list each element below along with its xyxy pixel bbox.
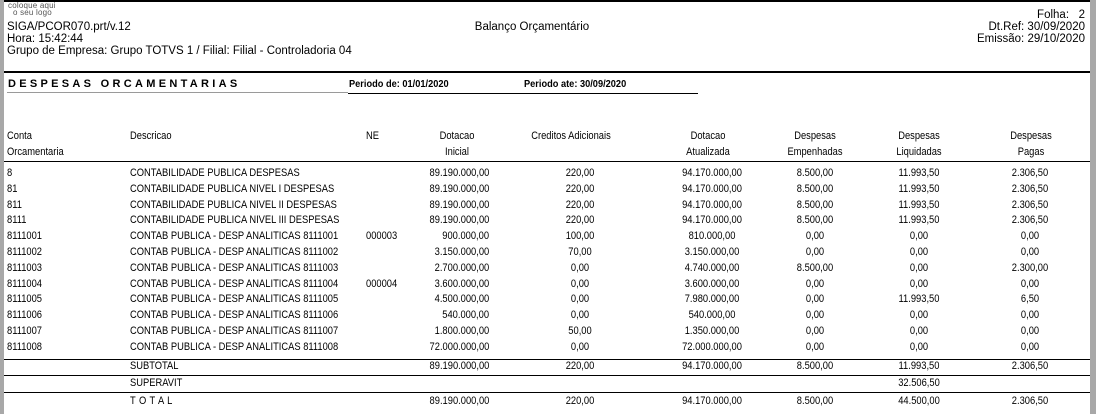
cell-dot-atualizada: 810.000,00 <box>688 230 736 243</box>
table-row <box>0 197 1090 213</box>
cell-liquidadas: 11.993,50 <box>898 198 940 211</box>
cell-liquidadas: 0,00 <box>909 309 929 322</box>
table-row <box>0 181 1090 197</box>
cell-dot-inicial: 2.700.000,00 <box>434 261 489 274</box>
cell-descricao: CONTABILIDADE PUBLICA DESPESAS <box>130 167 300 179</box>
cell-descricao: CONTAB PUBLICA - DESP ANALITICAS 8111003 <box>130 261 339 274</box>
cell-conta: 8111002 <box>7 246 43 258</box>
cell-dot-inicial: 89.190.000,00 <box>429 198 489 211</box>
cell-dot-inicial: 3.600.000,00 <box>434 277 489 290</box>
cell-descricao: CONTAB PUBLICA - DESP ANALITICAS 8111007 <box>130 325 339 337</box>
subtotal-label: SUBTOTAL <box>130 360 179 372</box>
cell-empenhadas: 0,00 <box>805 340 825 353</box>
cell-creditos: 70,00 <box>568 246 592 258</box>
cell-creditos: 0,00 <box>570 309 590 322</box>
col-dot-inicial-line1: Dotacao <box>439 130 475 142</box>
issue-date: Emissão: 29/10/2020 <box>976 33 1085 45</box>
cell-descricao: CONTABILIDADE PUBLICA NIVEL I DESPESAS <box>130 182 335 195</box>
col-descricao: Descricao <box>130 130 172 142</box>
col-ne: NE <box>366 130 379 142</box>
cell-dot-atualizada: 1.350.000,00 <box>684 325 740 337</box>
cell-empenhadas: 8.500,00 <box>796 198 834 211</box>
cell-conta: 8111001 <box>7 230 43 243</box>
cell-dot-inicial: 1.800.000,00 <box>434 325 489 337</box>
cell-conta: 8 <box>7 167 13 179</box>
top-rule <box>4 0 1090 2</box>
col-conta-line1: Conta <box>7 130 32 142</box>
period-to: Periodo ate: 30/09/2020 <box>524 78 627 90</box>
superavit-liquidadas: 32.506,50 <box>898 377 940 389</box>
cell-pagas: 2.306,50 <box>1011 182 1049 195</box>
total-dot-atualizada: 94.170.000,00 <box>682 395 742 407</box>
total-empenhadas: 8.500,00 <box>796 395 834 407</box>
cell-dot-atualizada: 94.170.000,00 <box>682 198 742 211</box>
cell-empenhadas: 0,00 <box>805 325 825 337</box>
cell-creditos: 220,00 <box>565 167 595 179</box>
cell-creditos: 0,00 <box>570 261 590 274</box>
cell-empenhadas: 0,00 <box>805 246 825 258</box>
cell-dot-atualizada: 94.170.000,00 <box>682 167 742 179</box>
col-dot-atualizada-line1: Dotacao <box>690 130 726 142</box>
cell-pagas: 0,00 <box>1020 230 1040 243</box>
superavit-row <box>0 375 1090 391</box>
cell-conta: 8111007 <box>7 325 43 337</box>
cell-empenhadas: 0,00 <box>805 309 825 322</box>
cell-pagas: 0,00 <box>1020 309 1040 322</box>
total-row <box>0 393 1090 409</box>
page-right-edge <box>1090 0 1096 414</box>
cell-dot-atualizada: 94.170.000,00 <box>682 214 742 227</box>
cell-ne: 000004 <box>366 277 398 290</box>
cell-descricao: CONTAB PUBLICA - DESP ANALITICAS 8111005 <box>130 293 339 306</box>
subtotal-row <box>0 358 1090 374</box>
col-dot-inicial-line2: Inicial <box>445 146 469 158</box>
col-conta-line2: Orcamentaria <box>7 146 64 158</box>
cell-descricao: CONTAB PUBLICA - DESP ANALITICAS 8111006 <box>130 309 339 322</box>
logo-line1: coloque aqui <box>8 1 56 10</box>
col-pagas-line2: Pagas <box>1017 146 1045 158</box>
cell-liquidadas: 0,00 <box>909 325 929 337</box>
total-pagas: 2.306,50 <box>1011 395 1049 407</box>
table-row <box>0 260 1090 276</box>
cell-creditos: 0,00 <box>570 277 590 290</box>
cell-dot-atualizada: 3.150.000,00 <box>684 246 740 258</box>
total-creditos: 220,00 <box>565 395 595 407</box>
cell-creditos: 0,00 <box>570 340 590 353</box>
cell-liquidadas: 0,00 <box>909 340 929 353</box>
cell-descricao: CONTAB PUBLICA - DESP ANALITICAS 8111008 <box>130 340 339 353</box>
cell-dot-atualizada: 540.000,00 <box>688 309 736 322</box>
table-row <box>0 307 1090 323</box>
table-row <box>0 244 1090 260</box>
cell-pagas: 6,50 <box>1020 293 1040 306</box>
table-row <box>0 276 1090 292</box>
cell-conta: 8111003 <box>7 261 43 274</box>
cell-dot-inicial: 89.190.000,00 <box>429 214 489 227</box>
reference-date: Dt.Ref: 30/09/2020 <box>988 21 1085 33</box>
cell-pagas: 2.300,00 <box>1011 261 1049 274</box>
cell-descricao: CONTAB PUBLICA - DESP ANALITICAS 8111002 <box>130 246 339 258</box>
cell-conta: 811 <box>7 198 22 211</box>
col-pagas-line1: Despesas <box>1010 130 1052 142</box>
report-title: Balanço Orçamentário <box>474 21 590 33</box>
table-row <box>0 165 1090 181</box>
subtotal-empenhadas: 8.500,00 <box>796 360 834 372</box>
cell-conta: 81 <box>7 182 18 195</box>
table-row <box>0 339 1090 355</box>
cell-dot-atualizada: 4.740.000,00 <box>684 261 740 274</box>
cell-creditos: 220,00 <box>565 214 595 227</box>
table-row <box>0 212 1090 228</box>
cell-pagas: 0,00 <box>1020 340 1040 353</box>
logo <box>8 2 56 16</box>
cell-conta: 8111 <box>7 214 27 227</box>
cell-liquidadas: 11.993,50 <box>898 182 940 195</box>
header-rule <box>4 161 1090 162</box>
cell-conta: 8111006 <box>7 309 43 322</box>
cell-empenhadas: 8.500,00 <box>796 182 834 195</box>
total-label: T O T A L <box>130 395 173 407</box>
cell-liquidadas: 11.993,50 <box>898 293 940 306</box>
cell-liquidadas: 11.993,50 <box>898 214 940 227</box>
cell-liquidadas: 11.993,50 <box>898 167 940 179</box>
cell-conta: 8111004 <box>7 277 43 290</box>
cell-empenhadas: 0,00 <box>805 293 825 306</box>
cell-pagas: 2.306,50 <box>1011 198 1049 211</box>
cell-dot-inicial: 900.000,00 <box>442 230 489 243</box>
cell-empenhadas: 8.500,00 <box>796 261 834 274</box>
cell-descricao: CONTABILIDADE PUBLICA NIVEL II DESPESAS <box>130 198 337 211</box>
subtotal-creditos: 220,00 <box>565 360 595 372</box>
subtotal-dot-atualizada: 94.170.000,00 <box>682 360 742 372</box>
subtotal-dot-inicial: 89.190.000,00 <box>429 360 489 372</box>
col-empenhadas-line2: Empenhadas <box>787 146 843 158</box>
cell-descricao: CONTAB PUBLICA - DESP ANALITICAS 8111001 <box>130 230 339 243</box>
section-title: DESPESAS ORCAMENTARIAS <box>8 78 241 90</box>
cell-conta: 8111008 <box>7 340 43 353</box>
cell-liquidadas: 0,00 <box>909 277 929 290</box>
logo-line2: o seu logo <box>13 8 52 17</box>
table-row <box>0 228 1090 244</box>
cell-dot-inicial: 89.190.000,00 <box>429 167 489 179</box>
cell-descricao: CONTAB PUBLICA - DESP ANALITICAS 8111004 <box>130 277 339 290</box>
period-underline <box>348 93 698 94</box>
total-dot-inicial: 89.190.000,00 <box>429 395 489 407</box>
cell-conta: 8111005 <box>7 293 43 306</box>
cell-ne: 000003 <box>366 230 398 243</box>
cell-dot-atualizada: 72.000.000,00 <box>682 340 742 353</box>
cell-dot-atualizada: 3.600.000,00 <box>684 277 740 290</box>
sheet-number: Folha: 2 <box>1037 9 1085 21</box>
cell-dot-inicial: 4.500.000,00 <box>434 293 489 306</box>
cell-empenhadas: 0,00 <box>805 277 825 290</box>
cell-creditos: 100,00 <box>565 230 595 243</box>
cell-dot-inicial: 540.000,00 <box>442 309 489 322</box>
cell-pagas: 0,00 <box>1020 277 1040 290</box>
cell-creditos: 0,00 <box>570 293 590 306</box>
cell-creditos: 220,00 <box>565 182 595 195</box>
cell-pagas: 0,00 <box>1020 246 1040 258</box>
table-row <box>0 323 1090 339</box>
subtotal-pagas: 2.306,50 <box>1011 360 1049 372</box>
total-liquidadas: 44.500,00 <box>898 395 940 407</box>
col-liquidadas-line2: Liquidadas <box>896 146 942 158</box>
cell-empenhadas: 0,00 <box>805 230 825 243</box>
cell-empenhadas: 8.500,00 <box>796 214 834 227</box>
cell-creditos: 50,00 <box>568 325 592 337</box>
superavit-label: SUPERAVIT <box>130 377 183 389</box>
company-info: Grupo de Empresa: Grupo TOTVS 1 / Filial: Filial - Controladoria 04 <box>7 45 352 57</box>
period-from: Periodo de: 01/01/2020 <box>349 78 449 90</box>
cell-dot-inicial: 89.190.000,00 <box>429 182 489 195</box>
cell-dot-inicial: 72.000.000,00 <box>429 340 489 353</box>
section-rule <box>4 71 1090 73</box>
cell-creditos: 220,00 <box>565 198 595 211</box>
cell-liquidadas: 0,00 <box>909 230 929 243</box>
col-creditos: Creditos Adicionais <box>531 130 611 142</box>
report-time: Hora: 15:42:44 <box>7 33 84 45</box>
cell-pagas: 2.306,50 <box>1011 214 1049 227</box>
cell-pagas: 2.306,50 <box>1011 167 1049 179</box>
cell-empenhadas: 8.500,00 <box>796 167 834 179</box>
section-underline-gray <box>7 92 348 93</box>
cell-pagas: 0,00 <box>1020 325 1040 337</box>
col-empenhadas-line1: Despesas <box>794 130 836 142</box>
program-id: SIGA/PCOR070.prt/v.12 <box>7 21 131 33</box>
cell-liquidadas: 0,00 <box>909 261 929 274</box>
cell-dot-inicial: 3.150.000,00 <box>434 246 489 258</box>
cell-dot-atualizada: 7.980.000,00 <box>684 293 740 306</box>
cell-liquidadas: 0,00 <box>909 246 929 258</box>
col-dot-atualizada-line2: Atualizada <box>686 146 730 158</box>
table-row <box>0 291 1090 307</box>
cell-dot-atualizada: 94.170.000,00 <box>682 182 742 195</box>
cell-descricao: CONTABILIDADE PUBLICA NIVEL III DESPESAS <box>130 214 340 227</box>
col-liquidadas-line1: Despesas <box>898 130 940 142</box>
subtotal-liquidadas: 11.993,50 <box>898 360 940 372</box>
